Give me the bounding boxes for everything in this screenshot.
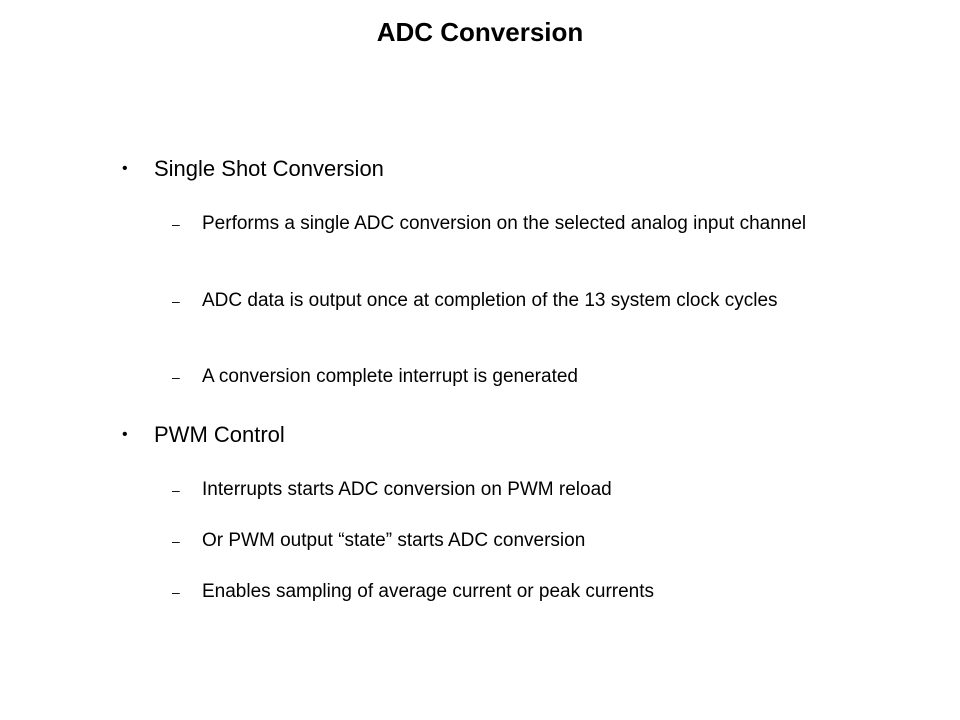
- bullet-text: PWM Control: [154, 422, 285, 447]
- sub-bullet-marker: –: [172, 293, 180, 309]
- bullet-text: Single Shot Conversion: [154, 156, 384, 181]
- sub-bullet-marker: –: [172, 533, 180, 549]
- sub-bullet-text: Performs a single ADC conversion on the selected analog input channel: [202, 213, 807, 234]
- sub-bullet-text: Or PWM output “state” starts ADC conversion: [202, 530, 586, 551]
- sub-bullet-text: Interrupts starts ADC conversion on PWM reload: [202, 479, 612, 500]
- sub-bullet-marker: –: [172, 482, 180, 498]
- sub-bullet-marker: –: [172, 369, 180, 385]
- bullet-marker: •: [122, 426, 128, 443]
- sub-bullet-text: ADC data is output once at completion of the 13 system clock cycles: [202, 290, 778, 311]
- sub-bullet-text: Enables sampling of average current or peak currents: [202, 581, 655, 602]
- sub-bullet-marker: –: [172, 584, 180, 600]
- bullet-marker: •: [122, 160, 128, 177]
- sub-bullet-marker: –: [172, 216, 180, 232]
- sub-bullet-text: A conversion complete interrupt is generated: [202, 366, 578, 387]
- slide-title: ADC Conversion: [376, 17, 584, 47]
